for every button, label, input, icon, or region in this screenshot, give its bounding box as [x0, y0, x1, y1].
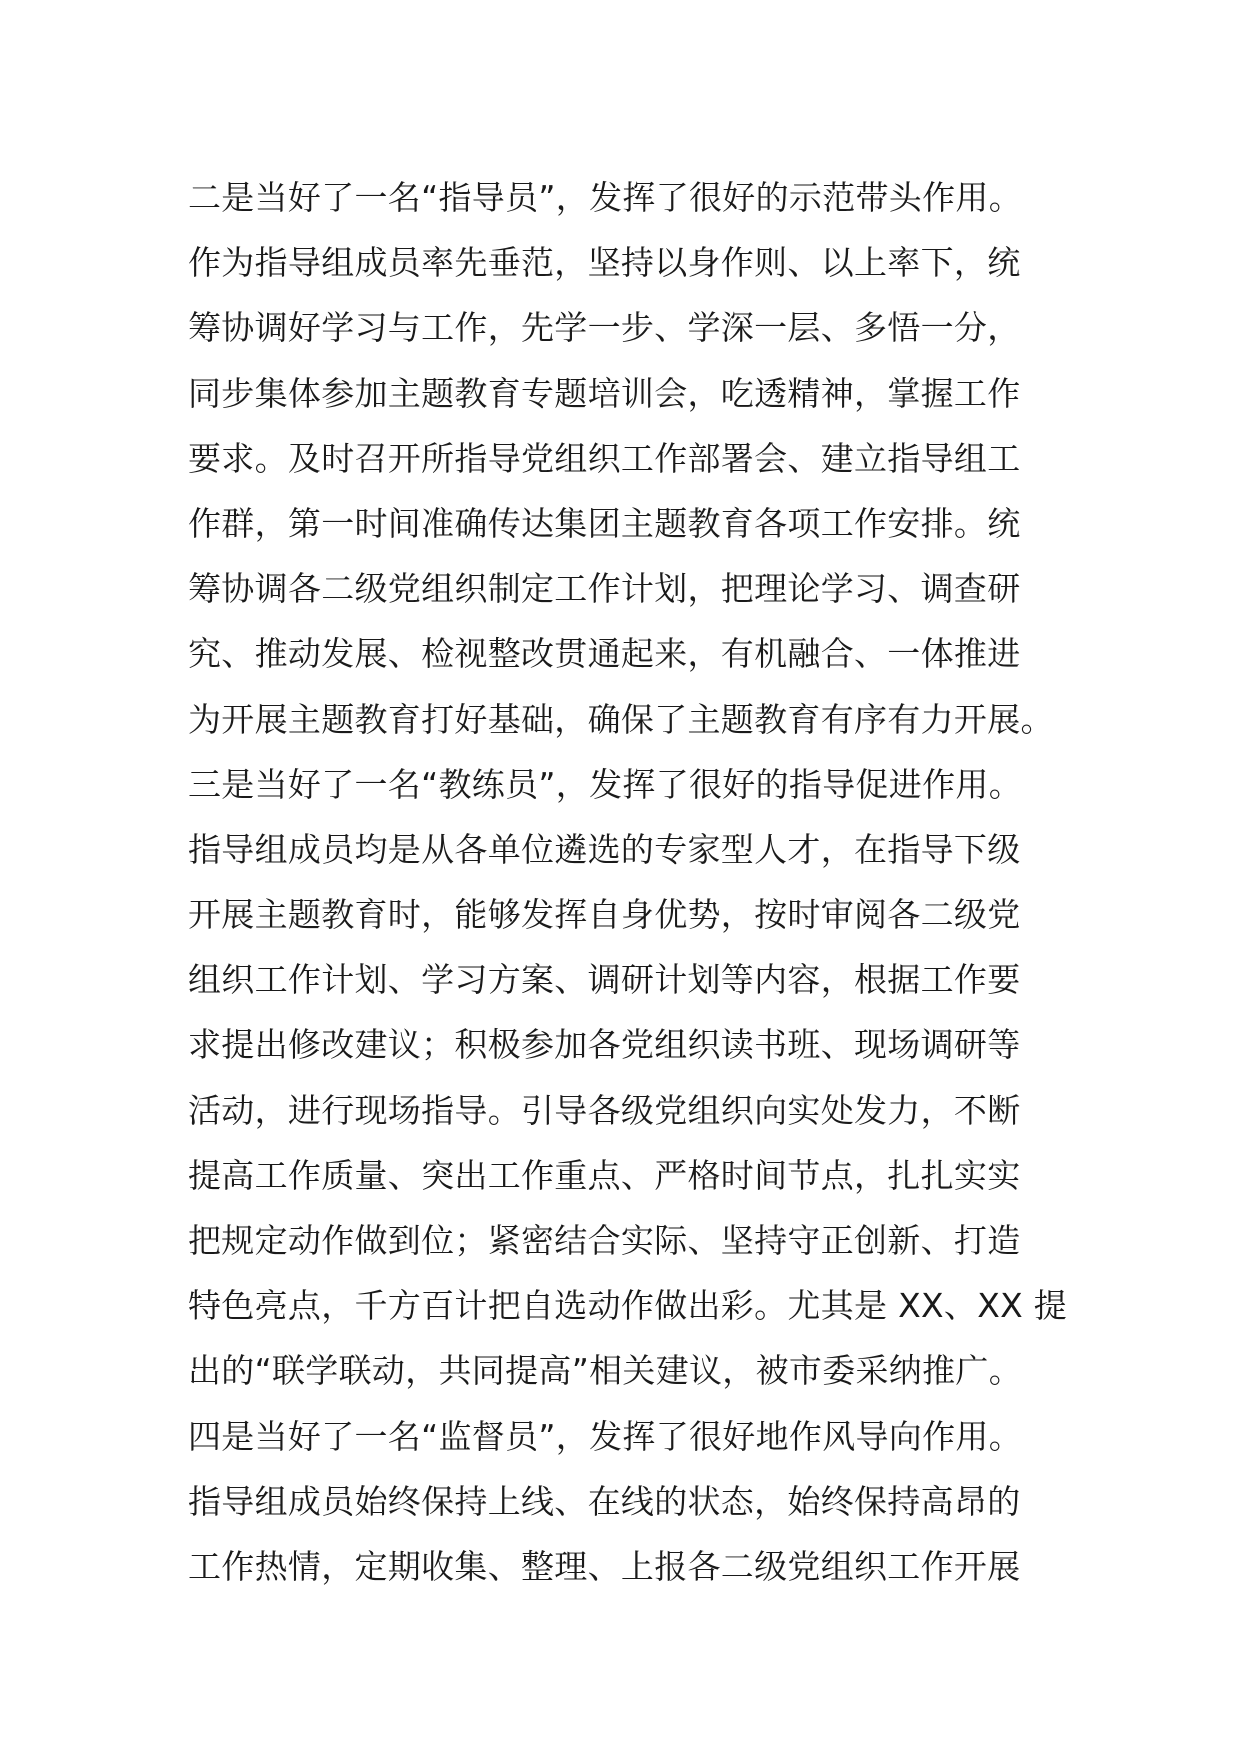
- text-line: 指导组成员始终保持上线、在线的状态，始终保持高昂的: [188, 1481, 1021, 1521]
- text-line: 把规定动作做到位；紧密结合实际、坚持守正创新、打造: [188, 1221, 1021, 1260]
- text-line: 求提出修改建议；积极参加各党组织读书班、现场调研等: [188, 1025, 1021, 1065]
- text-line: 同步集体参加主题教育专题培训会，吃透精神，掌握工作: [188, 373, 1021, 413]
- text-line: 作群，第一时间准确传达集团主题教育各项工作安排。统: [188, 503, 1021, 543]
- text-line: 三是当好了一名“教练员”，发挥了很好的指导促进作用。: [188, 764, 1022, 804]
- text-line: 组织工作计划、学习方案、调研计划等内容，根据工作要: [188, 960, 1021, 1000]
- text-line: 作为指导组成员率先垂范，坚持以身作则、以上率下，统: [188, 243, 1021, 283]
- text-line: 指导组成员均是从各单位遴选的专家型人才，在指导下级: [188, 829, 1021, 869]
- text-line: 工作热情，定期收集、整理、上报各二级党组织工作开展: [188, 1546, 1021, 1586]
- text-line: 究、推动发展、检视整改贯通起来，有机融合、一体推进: [188, 634, 1021, 674]
- body-text: [188, 165, 1068, 1599]
- text-line: 活动，进行现场指导。引导各级党组织向实处发力，不断: [188, 1090, 1021, 1130]
- text-line: 提高工作质量、突出工作重点、严格时间节点，扎扎实实: [188, 1155, 1021, 1195]
- text-line: 筹协调各二级党组织制定工作计划，把理论学习、调查研: [188, 569, 1021, 609]
- text-line: 为开展主题教育打好基础，确保了主题教育有序有力开展。: [188, 699, 1054, 739]
- text-line: 四是当好了一名“监督员”，发挥了很好地作风导向作用。: [188, 1416, 1022, 1456]
- text-line: 二是当好了一名“指导员”，发挥了很好的示范带头作用。: [188, 178, 1022, 217]
- text-line: 特色亮点，千方百计把自选动作做出彩。尤其是 XX、XX 提: [188, 1286, 1068, 1326]
- text-line: 筹协调好学习与工作，先学一步、学深一层、多悟一分，: [188, 308, 1021, 348]
- text-line: 开展主题教育时，能够发挥自身优势，按时审阅各二级党: [188, 895, 1021, 935]
- text-line: 出的“联学联动，共同提高”相关建议，被市委采纳推广。: [188, 1351, 1022, 1391]
- text-line: 要求。及时召开所指导党组织工作部署会、建立指导组工: [188, 438, 1021, 478]
